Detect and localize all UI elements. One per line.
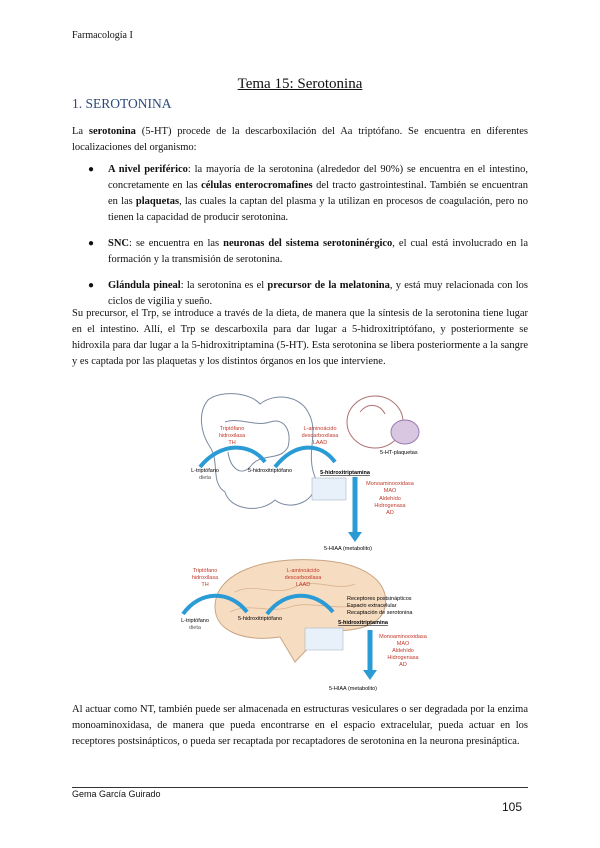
enzyme-th-label-2: hidroxilasa [191,575,219,581]
degradation-label-5: AD [399,662,407,668]
receptors-label-2: Espacio extracelular [347,603,397,609]
enzyme-th-label-3: TH [201,582,209,588]
product-label: 5-hidroxitriptamina [320,470,370,476]
enzyme-th-label-3: TH [228,440,236,446]
location-list [88,162,528,320]
section-heading: 1. SEROTONINA [72,96,172,111]
enzyme-th-label-2: hidroxilasa [218,433,246,439]
enzyme-laad-label-3: LAAD [295,582,311,588]
degradation-label-2: MAO [396,641,410,647]
arrow-head-icon [348,532,362,542]
final-metabolite-label: 5-HIAA (metabolito) [324,546,372,552]
enzyme-th-label-1: Triptófano [192,568,218,574]
platelets-label: 5-HT-plaquetas [380,450,418,456]
source-sublabel: dieta [189,625,201,631]
receptors-label-1: Receptores postsinápticos [347,596,412,602]
serotonin-term: serotonina [88,126,136,137]
source-label: L-triptófano [191,468,219,474]
degradation-label-4: Hidrogenasa [387,655,419,661]
list-item: ● SNC: se encuentra en las neuronas del sistema serotoninérgico, el cual está involucrado en la formación y la transmisión de serotonina. [88,238,529,265]
running-header: Farmacología I [72,30,133,41]
synthesis-paragraph: Su precursor, el Trp, se introduce a través de la dieta, de manera que la síntesis de la serotonina tiene lugar en el intestino. Allí, el Trp se descarboxila para dar lugar a 5-hidroxitriptófano, y posteriormente se hidroxila para dar lugar a la 5-hidroxitriptamina (5-HT). Esta serotonina se libera posteriormente a la sangre y es captada por las plaquetas y los distintos órganos en los que interviene. [72,308,528,367]
receptors-label-3: Recaptación de serotonina [347,610,413,616]
product-label: 5-hidroxitriptamina [338,620,388,626]
intro-paragraph: La serotonina (5-HT) procede de la descarboxilación del Aa triptófano. Se encuentra en diferentes localizaciones del organismo: [72,126,528,153]
final-metabolite-label: 5-HIAA (metabolito) [329,686,377,692]
enzyme-laad-label-1: L-aminoácido [303,426,337,432]
degradation-label-3: Aldehído [379,496,401,502]
bullet-dot-icon: ● [88,164,95,175]
degradation-label-1: Monoaminooxidasa [379,634,427,640]
intestine-synthesis-figure [180,382,440,552]
bullet-dot-icon: ● [88,280,95,291]
page-title: Tema 15: Serotonina [237,76,363,92]
degradation-label-1: Monoaminooxidasa [366,481,414,487]
neurotransmitter-paragraph: Al actuar como NT, también puede ser almacenada en estructuras vesiculares o ser degradada por la enzima monoaminoxidasa, de manera que pueda encontrarse en el espacio extracelular, pueda actuar en los receptores postsinápticos, o pueda ser recaptada por recaptadores de serotonina en la neurona presináptica. [72,704,528,747]
list-item: ● A nivel periférico: la mayoría de la serotonina (alrededor del 90%) se encuentra en el intestino, concretamente en las células enterocromafines del tracto gastrointestinal. También se encuentran en las plaquetas, las cuales la captan del plasma y la utilizan en procesos de coagulación, pero no tienen la capacidad de producir serotonina. [88,164,528,223]
enzyme-laad-label-2: descarboxilasa [284,575,322,581]
degradation-label-5: AD [386,510,394,516]
enzyme-laad-label-2: descarboxilasa [301,433,339,439]
source-sublabel: dieta [199,475,211,481]
arrow-icon [200,448,265,467]
brain-synthesis-figure [175,552,445,697]
bullet-dot-icon: ● [88,238,95,249]
arrow-head-icon [363,670,377,680]
list-item: ● Glándula pineal: la serotonina es el precursor de la melatonina, y está muy relacionada con los ciclos de vigilia y sueño. [88,280,528,307]
footer-divider [72,787,528,788]
degradation-label-2: MAO [383,488,397,494]
degradation-label-4: Hidrogenasa [374,503,406,509]
degradation-label-3: Aldehído [392,648,414,654]
enzyme-laad-label-1: L-aminoácido [286,568,320,574]
enzyme-th-label-1: Triptófano [219,426,245,432]
organ-illustration [347,396,419,448]
page-number: 105 [502,800,523,814]
storage-box [312,478,346,500]
intermediate-label: 5-hidroxitriptófano [247,468,293,474]
storage-box [305,628,343,650]
intermediate-label: 5-hidroxitriptófano [237,616,283,622]
footer-author: Gema García Guirado [72,789,161,799]
source-label: L-triptófano [181,618,209,624]
enzyme-laad-label-3: LAAD [312,440,328,446]
arrow-icon [275,448,335,467]
